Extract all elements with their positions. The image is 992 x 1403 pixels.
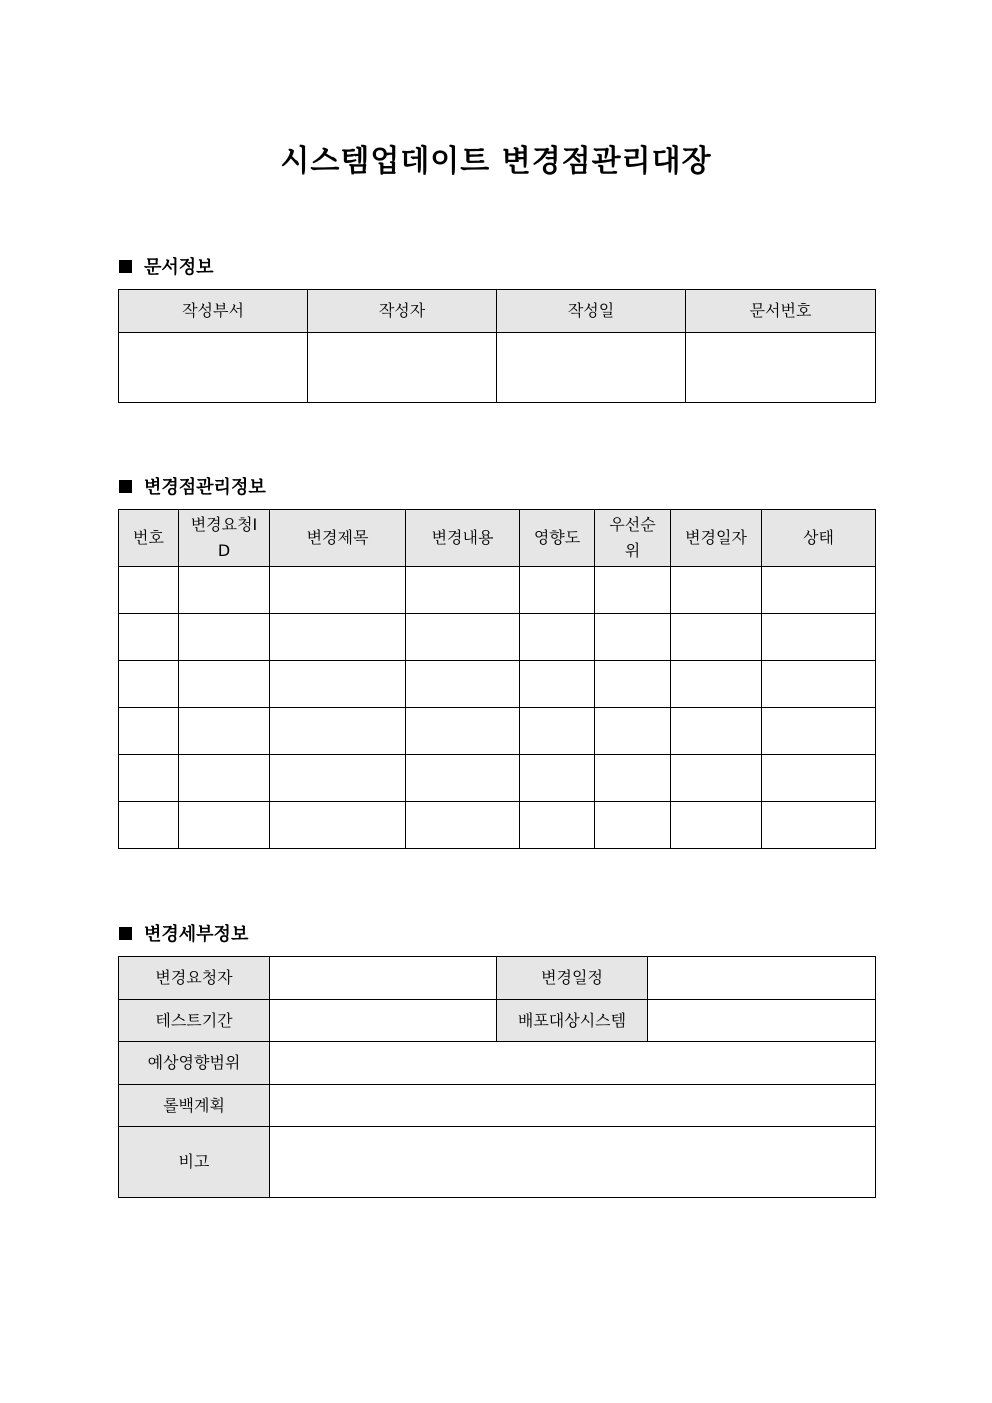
table-row (119, 567, 876, 614)
table-row (119, 755, 876, 802)
label-schedule: 변경일정 (497, 957, 648, 1000)
section-heading-change-detail (119, 920, 248, 946)
section-heading-change-mgmt (119, 473, 266, 499)
header-change-date: 변경일자 (671, 510, 762, 567)
page-title: 시스템업데이트 변경점관리대장 (280, 144, 712, 179)
target-system-cell[interactable] (648, 1000, 876, 1042)
header-date: 작성일 (497, 290, 686, 333)
table-row (119, 661, 876, 708)
date-cell[interactable] (497, 333, 686, 403)
header-priority: 우선순 위 (595, 510, 671, 567)
label-requester: 변경요청자 (119, 957, 270, 1000)
header-number: 번호 (119, 510, 179, 567)
schedule-cell[interactable] (648, 957, 876, 1000)
header-doc-number: 문서번호 (686, 290, 876, 333)
header-status: 상태 (762, 510, 876, 567)
test-period-cell[interactable] (270, 1000, 497, 1042)
square-bullet-icon (119, 480, 132, 493)
label-test-period: 테스트기간 (119, 1000, 270, 1042)
author-cell[interactable] (308, 333, 497, 403)
section-label: 변경점관리정보 (144, 477, 266, 498)
label-target-system: 배포대상시스템 (497, 1000, 648, 1042)
square-bullet-icon (119, 260, 132, 273)
doc-info-table (118, 289, 876, 403)
section-heading-doc-info (119, 253, 214, 279)
dept-cell[interactable] (119, 333, 308, 403)
change-mgmt-table (118, 509, 876, 849)
table-row (119, 708, 876, 755)
table-row (119, 802, 876, 849)
label-impact-scope: 예상영향범위 (119, 1042, 270, 1085)
change-detail-table (118, 956, 876, 1198)
header-change-title: 변경제목 (270, 510, 406, 567)
rollback-plan-cell[interactable] (270, 1085, 876, 1127)
header-author: 작성자 (308, 290, 497, 333)
header-dept: 작성부서 (119, 290, 308, 333)
square-bullet-icon (119, 927, 132, 940)
table-row (119, 614, 876, 661)
notes-cell[interactable] (270, 1127, 876, 1198)
header-request-id: 변경요청I D (179, 510, 270, 567)
impact-scope-cell[interactable] (270, 1042, 876, 1085)
section-label: 변경세부정보 (144, 924, 249, 945)
section-label: 문서정보 (144, 257, 214, 278)
header-change-content: 변경내용 (406, 510, 520, 567)
header-impact: 영향도 (520, 510, 595, 567)
requester-cell[interactable] (270, 957, 497, 1000)
label-notes: 비고 (119, 1127, 270, 1198)
label-rollback-plan: 롤백계획 (119, 1085, 270, 1127)
doc-number-cell[interactable] (686, 333, 876, 403)
